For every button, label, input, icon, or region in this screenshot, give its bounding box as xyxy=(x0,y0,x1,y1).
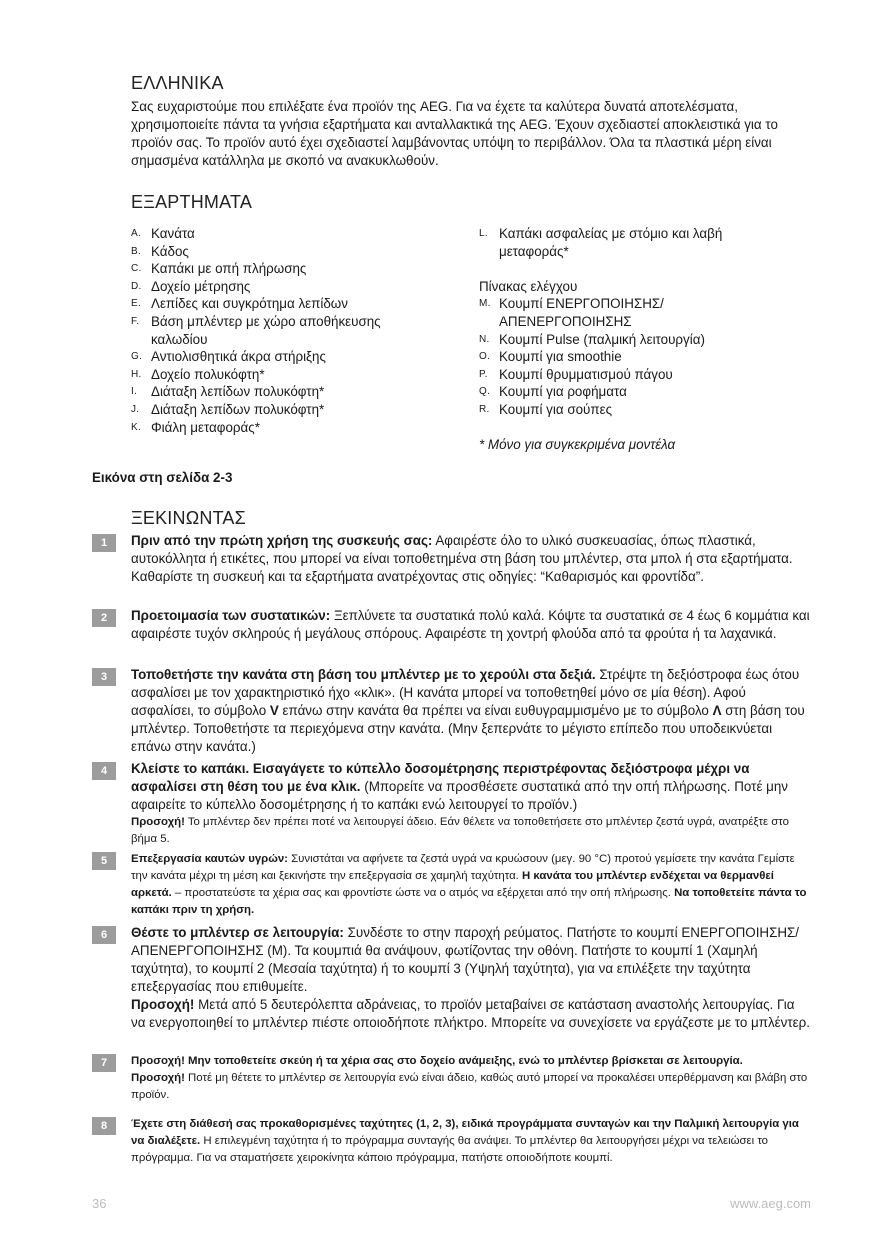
getting-started-heading: ΞΕΚΙΝΩΝΤΑΣ xyxy=(131,508,246,528)
item-text: Κουμπί για smoothie xyxy=(499,349,622,365)
control-panel-label: Πίνακας ελέγχου xyxy=(479,278,578,294)
step-7 xyxy=(131,1053,811,1104)
item-letter: O. xyxy=(479,351,491,363)
item-text: Καπάκι με οπή πλήρωσης xyxy=(151,261,307,277)
parts-list-right xyxy=(479,225,779,453)
list-item xyxy=(131,313,421,348)
control-panel-items xyxy=(479,295,779,418)
footnote: * Μόνο για συγκεκριμένα μοντέλα xyxy=(479,436,676,452)
item-text: Διάταξη λεπίδων πολυκόφτη* xyxy=(151,384,325,400)
list-item xyxy=(479,383,779,401)
step-4-warning-text: Το μπλέντερ δεν πρέπει ποτέ να λειτουργεί άδειο. Εάν θέλετε να τοποθετήσετε στο μπλέντερ ζεστά υγρά, ανατρέξτε στο βήμα 5. xyxy=(131,816,789,845)
list-item xyxy=(131,225,421,243)
parts-list-left xyxy=(131,225,421,436)
step-6-text: Συνδέστε το στην παροχή ρεύματος. Πατήστε το κουμπί ΕΝΕΡΓΟΠΟΙΗΣΗΣ/ΑΠΕΝΕΡΓΟΠΟΙΗΣΗΣ (M). Τα κουμπιά θα ανάψουν, φωτίζοντας την οθόνη. Πατήστε το κουμπί 1 (Χαμηλή ταχύτητα), το κουμπί 2 (Μεσαία ταχύτητα) ή το κουμπί 3 (Υψηλή ταχύτητα), για να επιλέξετε την ταχύτητα επεξεργασίας που επιθυμείτε. xyxy=(131,925,800,994)
item-letter: G. xyxy=(131,351,143,363)
item-letter: M. xyxy=(479,298,491,310)
item-text: Διάταξη λεπίδων πολυκόφτη* xyxy=(151,401,325,417)
item-letter: E. xyxy=(131,298,142,310)
page-number: 36 xyxy=(92,1196,107,1211)
item-letter: D. xyxy=(131,280,142,292)
step-5-title: Επεξεργασία καυτών υγρών: xyxy=(131,853,288,865)
list-item xyxy=(131,243,421,261)
list-item xyxy=(131,260,421,278)
item-text: Κουμπί θρυμματισμού πάγου xyxy=(499,366,673,382)
step-3-text-c: στη βάση του μπλέντερ. Τοποθετήστε τα περιεχόμενα στην κανάτα. (Μην ξεπερνάτε το μέγιστο επίπεδο που υποδεικνύεται επάνω στην κανάτα.) xyxy=(131,703,805,754)
list-item xyxy=(479,295,779,330)
step-4-text: (Μπορείτε να προσθέσετε συστατικά από την οπή πλήρωσης. Ποτέ μην αφαιρείτε το κύπελλο δοσομέτρησης ή το καπάκι ενώ λειτουργεί το προϊόν.) xyxy=(131,779,788,812)
step-2 xyxy=(131,607,811,643)
list-item xyxy=(131,383,421,401)
item-text: Καπάκι ασφαλείας με στόμιο και λαβή μεταφοράς* xyxy=(499,226,723,259)
item-letter: C. xyxy=(131,263,142,275)
list-item xyxy=(131,366,421,384)
step-badge-8: 8 xyxy=(92,1117,116,1135)
item-text: Κάδος xyxy=(151,243,189,259)
step-7-warning: Προσοχή! Μην τοποθετείτε σκεύη ή τα χέρια σας στο δοχείο ανάμειξης, ενώ το μπλέντερ βρίσκεται σε λειτουργία. xyxy=(131,1055,743,1067)
item-letter: N. xyxy=(479,333,490,345)
item-text: Φιάλη μεταφοράς* xyxy=(151,419,260,435)
item-text: Κουμπί Pulse (παλμική λειτουργία) xyxy=(499,331,705,347)
step-1-text: Αφαιρέστε όλο το υλικό συσκευασίας, όπως πλαστικά, αυτοκόλλητα ή ετικέτες, που μπορεί να είναι τοποθετημένα στη βάση του μπλέντερ, στα μπολ ή στα εξαρτήματα. xyxy=(131,533,793,566)
step-badge-3: 3 xyxy=(92,668,116,686)
language-heading: ΕΛΛΗΝΙΚΑ xyxy=(131,73,224,93)
item-text: Κανάτα xyxy=(151,226,195,241)
step-1-text-2: Καθαρίστε τη συσκευή και τα εξαρτήματα ανατρέχοντας στις οδηγίες: “Καθαρισμός και φροντίδα”. xyxy=(131,569,704,584)
list-item xyxy=(131,348,421,366)
item-letter: F. xyxy=(131,315,140,327)
item-text: Δοχείο μέτρησης xyxy=(151,278,251,294)
step-5-warning: Η κανάτα του μπλέντερ ενδέχεται να θερμανθεί αρκετά. xyxy=(131,870,774,899)
list-item xyxy=(479,225,779,260)
step-8-text: Η επιλεγμένη ταχύτητα ή το πρόγραμμα συνταγής θα ανάψει. Το μπλέντερ θα λειτουργήσει μέχρι να τελειώσει το πρόγραμμα. Για να σταματήσετε χειροκίνητα κάποιο πρόγραμμα, πατήστε οποιοδήποτε κουμπί. xyxy=(131,1135,768,1164)
spacer xyxy=(479,260,779,278)
item-letter: J. xyxy=(131,403,140,415)
step-3 xyxy=(131,666,811,756)
step-6-title: Θέστε το μπλέντερ σε λειτουργία: xyxy=(131,925,344,940)
step-7-warning-text: Ποτέ μη θέτετε το μπλέντερ σε λειτουργία ενώ είναι άδειο, καθώς αυτό μπορεί να προκαλέσει υπερθέρμανση και βλάβη στο προϊόν. xyxy=(131,1072,808,1101)
step-badge-7: 7 xyxy=(92,1054,116,1072)
step-badge-4: 4 xyxy=(92,762,116,780)
list-item xyxy=(479,331,779,349)
item-text: Αντιολισθητικά άκρα στήριξης xyxy=(151,349,326,365)
item-text: Δοχείο πολυκόφτη* xyxy=(151,366,265,382)
item-letter: H. xyxy=(131,368,142,380)
step-6-warning-text: Μετά από 5 δευτερόλεπτα αδράνειας, το προϊόν μεταβαίνει σε κατάσταση αναστολής λειτουργίας. Για να ενεργοποιηθεί το μπλέντερ πιέστε οποιοδήποτε πλήκτρο. Μπορείτε να συνεχίσετε να εργάζεστε με το μπλέντερ. xyxy=(131,997,810,1030)
step-5 xyxy=(131,851,811,919)
list-item xyxy=(479,366,779,384)
step-8-title: Έχετε στη διάθεσή σας προκαθορισμένες ταχύτητες (1, 2, 3), ειδικά προγράμματα συνταγών και την Παλμική λειτουργία για να διαλέξετε. xyxy=(131,1118,799,1147)
step-5-text: Συνιστάται να αφήνετε τα ζεστά υγρά να κρυώσουν (μεγ. 90 °C) προτού γεμίσετε την κανάτα Γεμίστε την κανάτα μέχρι τη μέση και ξεκινήστε την επεξεργασία σε χαμηλή ταχύτητα. xyxy=(131,853,795,882)
item-letter: K. xyxy=(131,421,142,433)
step-3-title: Τοποθετήστε την κανάτα στη βάση του μπλέντερ με το χερούλι στα δεξιά. xyxy=(131,667,596,682)
step-2-text: Ξεπλύνετε τα συστατικά πολύ καλά. Κόψτε τα συστατικά σε 4 έως 6 κομμάτια και αφαιρέστε τυχόν σκληρούς ή μεγάλους σπόρους. Αφαιρέστε τη χοντρή φλούδα από τα φρούτα ή τα λαχανικά. xyxy=(131,608,810,641)
step-8 xyxy=(131,1116,811,1167)
step-4-warning-label: Προσοχή! xyxy=(131,816,185,828)
figure-reference: Εικόνα στη σελίδα 2-3 xyxy=(92,470,233,485)
item-letter: L. xyxy=(479,228,488,239)
item-letter: R. xyxy=(479,403,490,415)
step-1 xyxy=(131,532,811,586)
step-2-title: Προετοιμασία των συστατικών: xyxy=(131,608,331,623)
list-item xyxy=(479,401,779,419)
list-item xyxy=(131,401,421,419)
step-3-text-b: επάνω στην κανάτα θα πρέπει να είναι ευθυγραμμισμένο με το σύμβολο xyxy=(278,703,713,718)
item-text: Βάση μπλέντερ με χώρο αποθήκευσης καλωδίου xyxy=(151,313,381,347)
item-letter: B. xyxy=(131,245,142,257)
item-letter: I. xyxy=(131,386,138,398)
step-4-title: Κλείστε το καπάκι. Εισαγάγετε το κύπελλο δοσομέτρησης περιστρέφοντας δεξιόστροφα μέχρι να ασφαλίσει στη θέση του με ένα κλικ. xyxy=(131,761,750,794)
item-text: Λεπίδες και συγκρότημα λεπίδων xyxy=(151,296,348,312)
step-6 xyxy=(131,924,811,1032)
item-letter: A. xyxy=(131,228,142,239)
step-4 xyxy=(131,760,811,848)
step-1-title: Πριν από την πρώτη χρήση της συσκευής σας: xyxy=(131,533,433,548)
list-item xyxy=(131,278,421,296)
step-6-warning-label: Προσοχή! xyxy=(131,997,195,1012)
step-badge-2: 2 xyxy=(92,609,116,627)
step-7-warning-label: Προσοχή! xyxy=(131,1072,185,1084)
item-text: Κουμπί για σούπες xyxy=(499,401,613,417)
step-badge-1: 1 xyxy=(92,534,116,552)
item-letter: P. xyxy=(479,368,488,380)
item-letter: Q. xyxy=(479,386,491,398)
v-symbol: V xyxy=(269,703,279,718)
lambda-symbol: Λ xyxy=(712,703,722,718)
step-5-lid-warning: Να τοποθετείτε πάντα το καπάκι πριν τη χρήση. xyxy=(131,887,807,916)
item-text: Κουμπί ΕΝΕΡΓΟΠΟΙΗΣΗΣ/ ΑΠΕΝΕΡΓΟΠΟΙΗΣΗΣ xyxy=(499,296,664,329)
list-item xyxy=(131,295,421,313)
step-badge-6: 6 xyxy=(92,926,116,944)
step-badge-5: 5 xyxy=(92,852,116,870)
list-item xyxy=(479,348,779,366)
parts-heading: ΕΞΑΡΤΗΜΑΤΑ xyxy=(131,192,253,212)
item-text: Κουμπί για ροφήματα xyxy=(499,384,627,400)
intro-paragraph: Σας ευχαριστούμε που επιλέξατε ένα προϊόν της AEG. Για να έχετε τα καλύτερα δυνατά αποτελέσματα, χρησιμοποιείτε πάντα τα γνήσια εξαρτήματα και ανταλλακτικά της AEG. Έχουν σχεδιαστεί αποκλειστικά για το προϊόν σας. Το προϊόν αυτό έχει σχεδιαστεί λαμβάνοντας υπόψη το περιβάλλον. Όλα τα πλαστικά μέρη είναι σημασμένα κατάλληλα με σκοπό να ανακυκλωθούν. xyxy=(131,99,778,168)
list-item xyxy=(131,419,421,437)
step-5-text-2: – προστατεύστε τα χέρια σας και φροντίστε ώστε να ο ατμός να εξέρχεται από την οπή πλήρωσης. xyxy=(171,887,675,899)
website-link[interactable]: www.aeg.com xyxy=(730,1196,811,1211)
step-3-text-a: Στρέψτε τη δεξιόστροφα έως ότου ασφαλίσει με τον χαρακτηριστικό ήχο «κλικ». (Η κανάτα μπορεί να τοποθετηθεί μόνο σε μία θέση). Αφού ασφαλίσει, το σύμβολο xyxy=(131,667,800,718)
